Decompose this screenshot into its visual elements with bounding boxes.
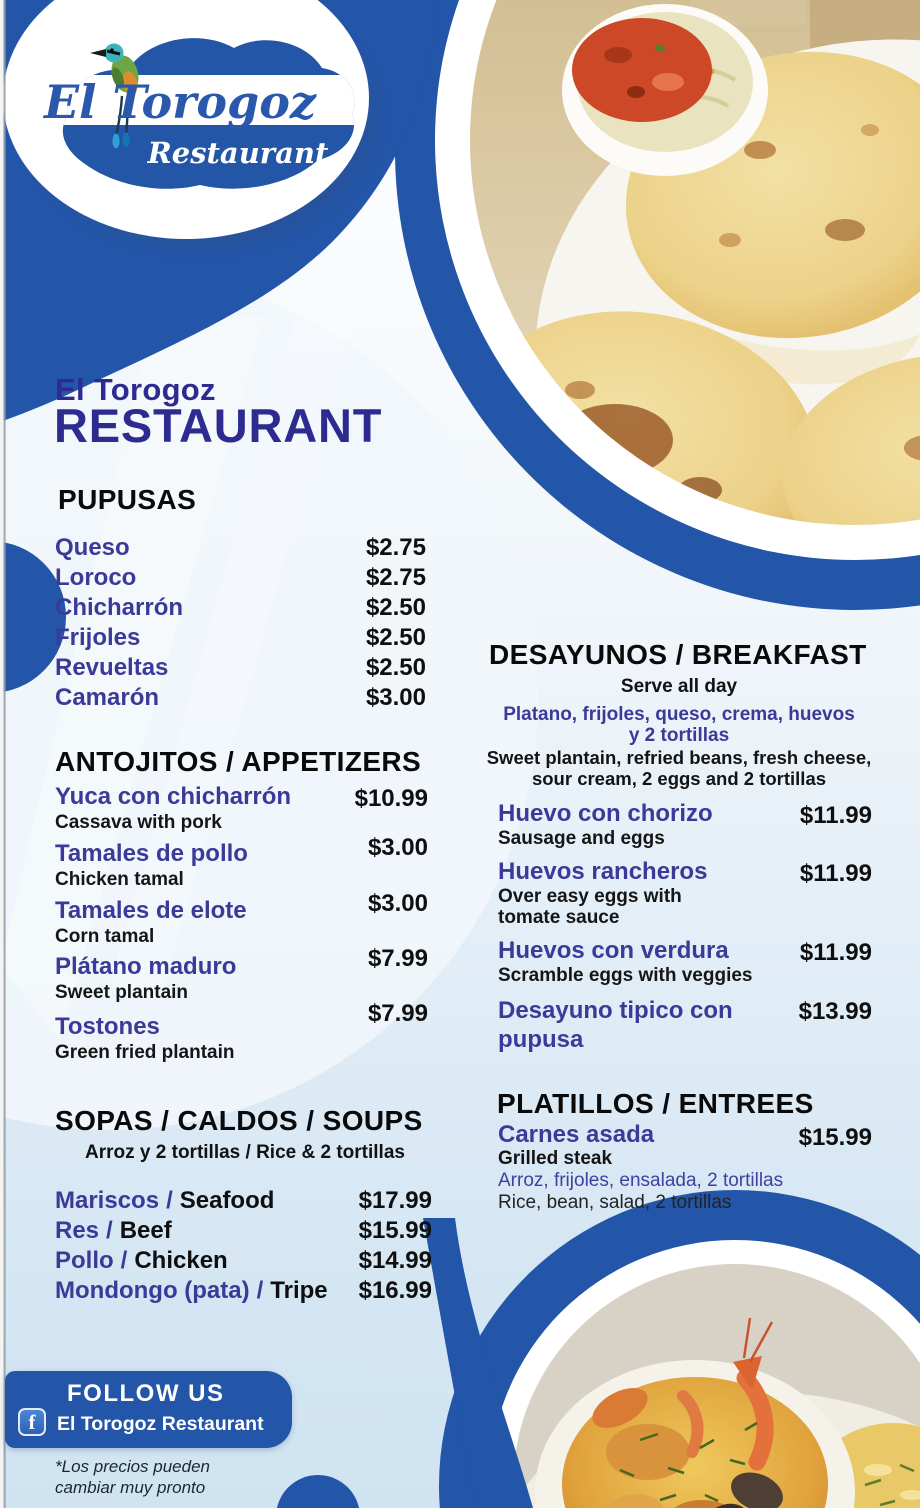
item-price: $7.99 xyxy=(367,945,428,972)
name-separator: / xyxy=(166,1187,173,1214)
item-desc: Scramble eggs with veggies xyxy=(498,965,753,986)
section-heading-platillos: PLATILLOS / ENTREES xyxy=(497,1088,814,1119)
item-price: $2.50 xyxy=(365,594,426,621)
item-name-es: Mariscos xyxy=(55,1187,160,1214)
item-price: $10.99 xyxy=(354,785,428,812)
section-heading-desayunos: DESAYUNOS / BREAKFAST xyxy=(489,639,867,670)
item-price: $2.50 xyxy=(365,654,426,681)
sopas-subtitle: Arroz y 2 tortillas / Rice & 2 tortillas xyxy=(85,1142,405,1163)
item-desc: Chicken tamal xyxy=(55,869,184,890)
item-name: Tostones xyxy=(55,1013,160,1040)
disclaimer-line2: cambiar muy pronto xyxy=(55,1478,206,1497)
item-name: Huevo con chorizo xyxy=(498,800,713,827)
item-price: $3.00 xyxy=(367,890,428,917)
section-heading-antojitos: ANTOJITOS / APPETIZERS xyxy=(55,746,422,777)
item-price: $11.99 xyxy=(799,939,872,966)
menu-item xyxy=(498,858,872,928)
menu-item xyxy=(55,945,428,1004)
menu-row xyxy=(55,1246,432,1276)
item-name: Plátano maduro xyxy=(55,953,237,980)
menu-row xyxy=(55,563,426,593)
item-name-en: Seafood xyxy=(179,1187,275,1214)
follow-us-label: FOLLOW US xyxy=(67,1380,225,1407)
menu-item xyxy=(498,937,872,986)
facebook-page-name[interactable]: El Torogoz Restaurant xyxy=(57,1413,264,1435)
item-price: $16.99 xyxy=(358,1277,432,1304)
desayunos-subtitle: Serve all day xyxy=(620,676,738,697)
page-title-line2: RESTAURANT xyxy=(54,399,383,452)
menu-item xyxy=(498,996,872,1054)
item-price: $11.99 xyxy=(799,860,872,887)
sopas-list xyxy=(55,1186,432,1306)
item-name: Tamales de pollo xyxy=(55,840,248,867)
item-desc: Green fried plantain xyxy=(55,1042,235,1063)
pupusas-list xyxy=(55,533,426,713)
item-name: Frijoles xyxy=(55,624,141,651)
disclaimer-line1: *Los precios pueden xyxy=(55,1457,211,1476)
item-desc: Corn tamal xyxy=(55,926,155,947)
menu-item xyxy=(498,800,872,849)
section-heading-sopas: SOPAS / CALDOS / SOUPS xyxy=(55,1105,423,1136)
item-name-en: Chicken xyxy=(134,1247,228,1274)
logo-brand-script: El Torogoz xyxy=(43,75,317,129)
menu-item xyxy=(55,1000,428,1064)
item-name-en: Beef xyxy=(119,1217,172,1244)
item-name-es: Pollo xyxy=(55,1247,114,1274)
name-separator: / xyxy=(106,1217,113,1244)
platillos-item xyxy=(498,1122,872,1214)
menu-row xyxy=(55,1216,432,1246)
menu-row xyxy=(55,623,426,653)
item-name: Camarón xyxy=(55,684,160,711)
menu-item xyxy=(55,834,428,891)
item-name: Loroco xyxy=(55,564,137,591)
item-name: Huevos rancheros xyxy=(498,858,708,885)
desayunos-included-en-text: Sweet plantain, refried beans, fresh cheese, sour cream, 2 eggs and 2 tortillas xyxy=(486,747,872,789)
name-separator: / xyxy=(120,1247,128,1274)
follow-us-badge xyxy=(5,1371,292,1448)
item-sides-en: Rice, bean, salad, 2 tortillas xyxy=(498,1192,732,1213)
menu-item xyxy=(55,890,428,948)
item-name: Huevos con verdura xyxy=(498,937,729,964)
page-title-line1: El Torogoz xyxy=(55,372,216,407)
menu-row xyxy=(55,533,426,563)
item-price: $3.00 xyxy=(367,834,428,861)
item-price: $11.99 xyxy=(799,802,872,829)
item-desc: Over easy eggs with tomate sauce xyxy=(498,886,682,928)
menu-row xyxy=(55,593,426,623)
item-desc: Sausage and eggs xyxy=(498,828,665,849)
menu-row xyxy=(55,683,426,713)
item-price: $13.99 xyxy=(798,998,872,1025)
desayunos-included-es-text: Platano, frijoles, queso, crema, huevos y 2 tortillas xyxy=(503,704,855,746)
item-desc: Sweet plantain xyxy=(55,982,189,1003)
item-name: Chicharrón xyxy=(55,594,184,621)
section-heading-pupusas: PUPUSAS xyxy=(58,484,197,515)
item-name-en: Tripe xyxy=(270,1277,328,1304)
item-price: $2.50 xyxy=(365,624,426,651)
name-separator: / xyxy=(256,1277,264,1304)
desayunos-included-es xyxy=(470,704,888,746)
desayunos-included-en xyxy=(470,747,888,789)
item-name: Carnes asada xyxy=(498,1121,655,1148)
item-desc: Cassava with pork xyxy=(55,812,222,833)
item-sides-es: Arroz, frijoles, ensalada, 2 tortillas xyxy=(498,1170,784,1191)
item-name: Revueltas xyxy=(55,654,169,681)
item-name: Desayuno tipico con pupusa xyxy=(498,997,733,1053)
item-name: Yuca con chicharrón xyxy=(55,783,292,810)
menu-row xyxy=(55,1186,432,1216)
menu-item xyxy=(55,783,428,834)
price-disclaimer xyxy=(55,1456,210,1498)
facebook-icon[interactable]: f xyxy=(18,1408,46,1436)
item-name: Queso xyxy=(55,534,130,561)
item-price: $17.99 xyxy=(358,1187,432,1214)
logo-sub-script: Restaurant xyxy=(147,136,329,170)
item-price: $15.99 xyxy=(358,1217,432,1244)
item-price: $2.75 xyxy=(365,534,426,561)
item-price: $3.00 xyxy=(365,684,426,711)
menu-row xyxy=(55,653,426,683)
item-price: $2.75 xyxy=(365,564,426,591)
item-name-es: Res xyxy=(55,1217,100,1244)
item-price: $7.99 xyxy=(367,1000,428,1027)
item-name: Tamales de elote xyxy=(55,897,247,924)
menu-row xyxy=(55,1276,432,1306)
item-price: $15.99 xyxy=(798,1124,872,1151)
item-name-es: Mondongo (pata) xyxy=(55,1277,250,1304)
item-price: $14.99 xyxy=(358,1247,432,1274)
item-desc: Grilled steak xyxy=(498,1148,613,1169)
